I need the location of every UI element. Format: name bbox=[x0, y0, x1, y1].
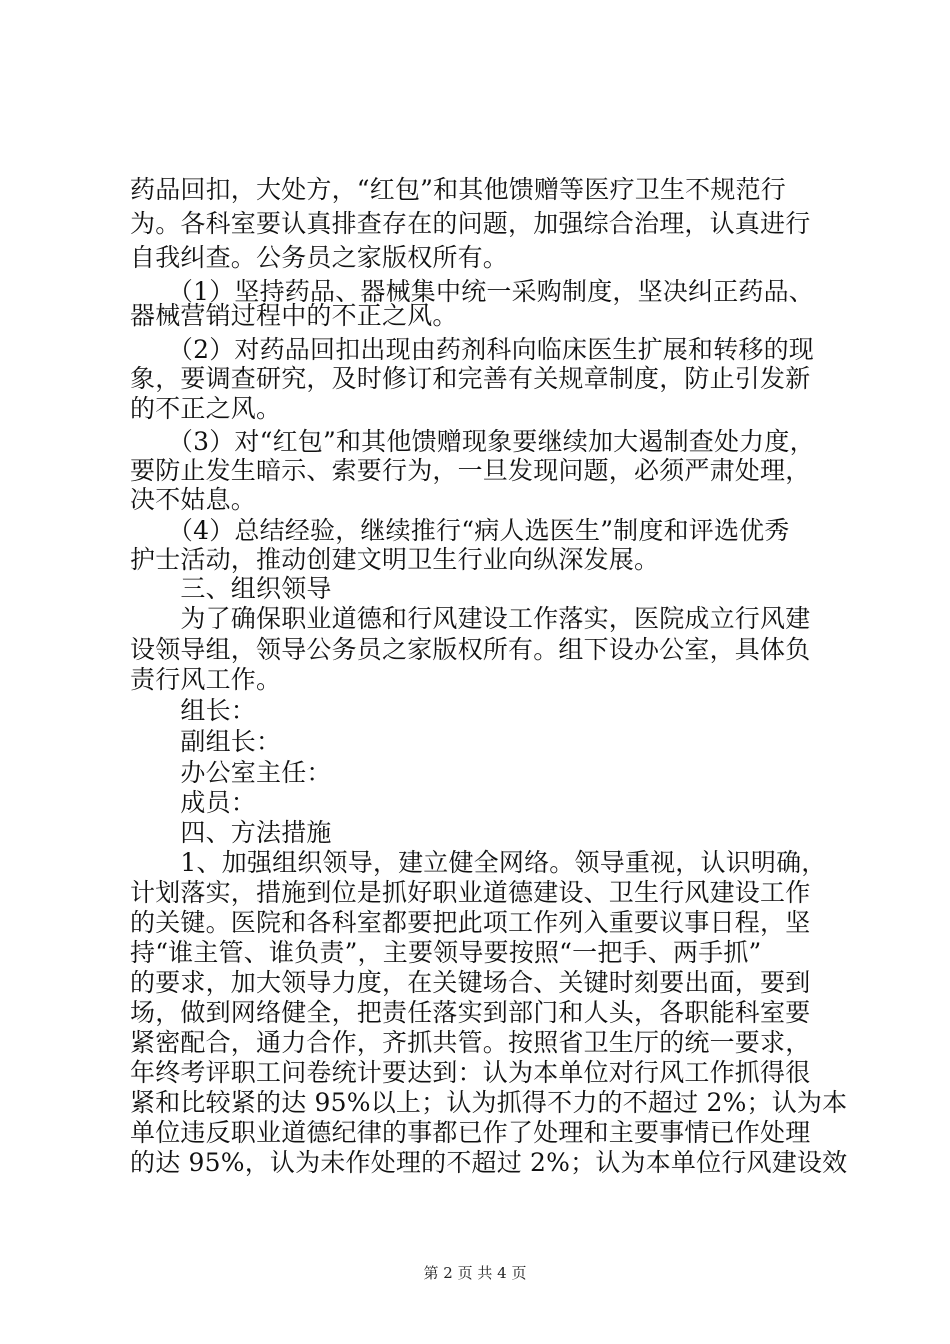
text-line: 象，要调查研究，及时修订和完善有关规章制度，防止引发新 bbox=[130, 364, 811, 393]
text-line: 办公室主任： bbox=[130, 758, 332, 787]
text-line: 成员： bbox=[130, 788, 257, 817]
text-line: 的要求，加大领导力度，在关键场合、关键时刻要出面，要到 bbox=[130, 968, 811, 997]
text-line: （4）总结经验，继续推行“病人选医生”制度和评选优秀 bbox=[130, 516, 790, 545]
text-line: 单位违反职业道德纪律的事都已作了处理和主要事情已作处理 bbox=[130, 1118, 811, 1147]
text-line: 持“谁主管、谁负责”，主要领导要按照“一把手、两手抓” bbox=[130, 938, 762, 967]
page-number-footer: 第 2 页 共 4 页 bbox=[423, 1264, 527, 1282]
text-line: 要防止发生暗示、索要行为，一旦发现问题，必须严肃处理， bbox=[130, 456, 811, 485]
text-line: 设领导组，领导公务员之家版权所有。组下设办公室，具体负 bbox=[130, 635, 811, 664]
text-line: 1、加强组织领导，建立健全网络。领导重视，认识明确， bbox=[130, 848, 827, 877]
text-line: 决不姑息。 bbox=[130, 485, 257, 514]
text-line: 紧和比较紧的达 95%以上；认为抓得不力的不超过 2%；认为本 bbox=[130, 1088, 848, 1117]
text-line: 副组长： bbox=[130, 727, 282, 756]
text-line: 紧密配合，通力合作，齐抓共管。按照省卫生厅的统一要求， bbox=[130, 1028, 811, 1057]
text-line: 的不正之风。 bbox=[130, 394, 282, 423]
text-line: 药品回扣，大处方，“红包”和其他馈赠等医疗卫生不规范行 bbox=[130, 175, 786, 204]
text-line: 年终考评职工问卷统计要达到：认为本单位对行风工作抓得很 bbox=[130, 1058, 811, 1087]
text-line: 的关键。医院和各科室都要把此项工作列入重要议事日程，坚 bbox=[130, 908, 811, 937]
text-line: 自我纠查。公务员之家版权所有。 bbox=[130, 243, 509, 272]
text-line: （3）对“红包”和其他馈赠现象要继续加大遏制查处力度， bbox=[130, 427, 815, 456]
text-line: 的达 95%，认为未作处理的不超过 2%；认为本单位行风建设效 bbox=[130, 1148, 848, 1177]
text-line: 为了确保职业道德和行风建设工作落实，医院成立行风建 bbox=[130, 604, 811, 633]
text-line: 为。各科室要认真排查存在的问题，加强综合治理，认真进行 bbox=[130, 209, 811, 238]
text-line: 护士活动，推动创建文明卫生行业向纵深发展。 bbox=[130, 545, 660, 574]
text-line: （1）坚持药品、器械集中统一采购制度，坚决纠正药品、 bbox=[130, 277, 815, 306]
text-line: 组长： bbox=[130, 696, 257, 725]
section-heading: 三、组织领导 bbox=[130, 574, 332, 603]
section-heading: 四、方法措施 bbox=[130, 818, 332, 847]
text-line: （2）对药品回扣出现由药剂科向临床医生扩展和转移的现 bbox=[130, 335, 815, 364]
text-line: 场，做到网络健全，把责任落实到部门和人头，各职能科室要 bbox=[130, 998, 811, 1027]
text-line: 责行风工作。 bbox=[130, 665, 282, 694]
text-line: 计划落实，措施到位是抓好职业道德建设、卫生行风建设工作 bbox=[130, 878, 811, 907]
text-line: 器械营销过程中的不正之风。 bbox=[130, 301, 458, 330]
